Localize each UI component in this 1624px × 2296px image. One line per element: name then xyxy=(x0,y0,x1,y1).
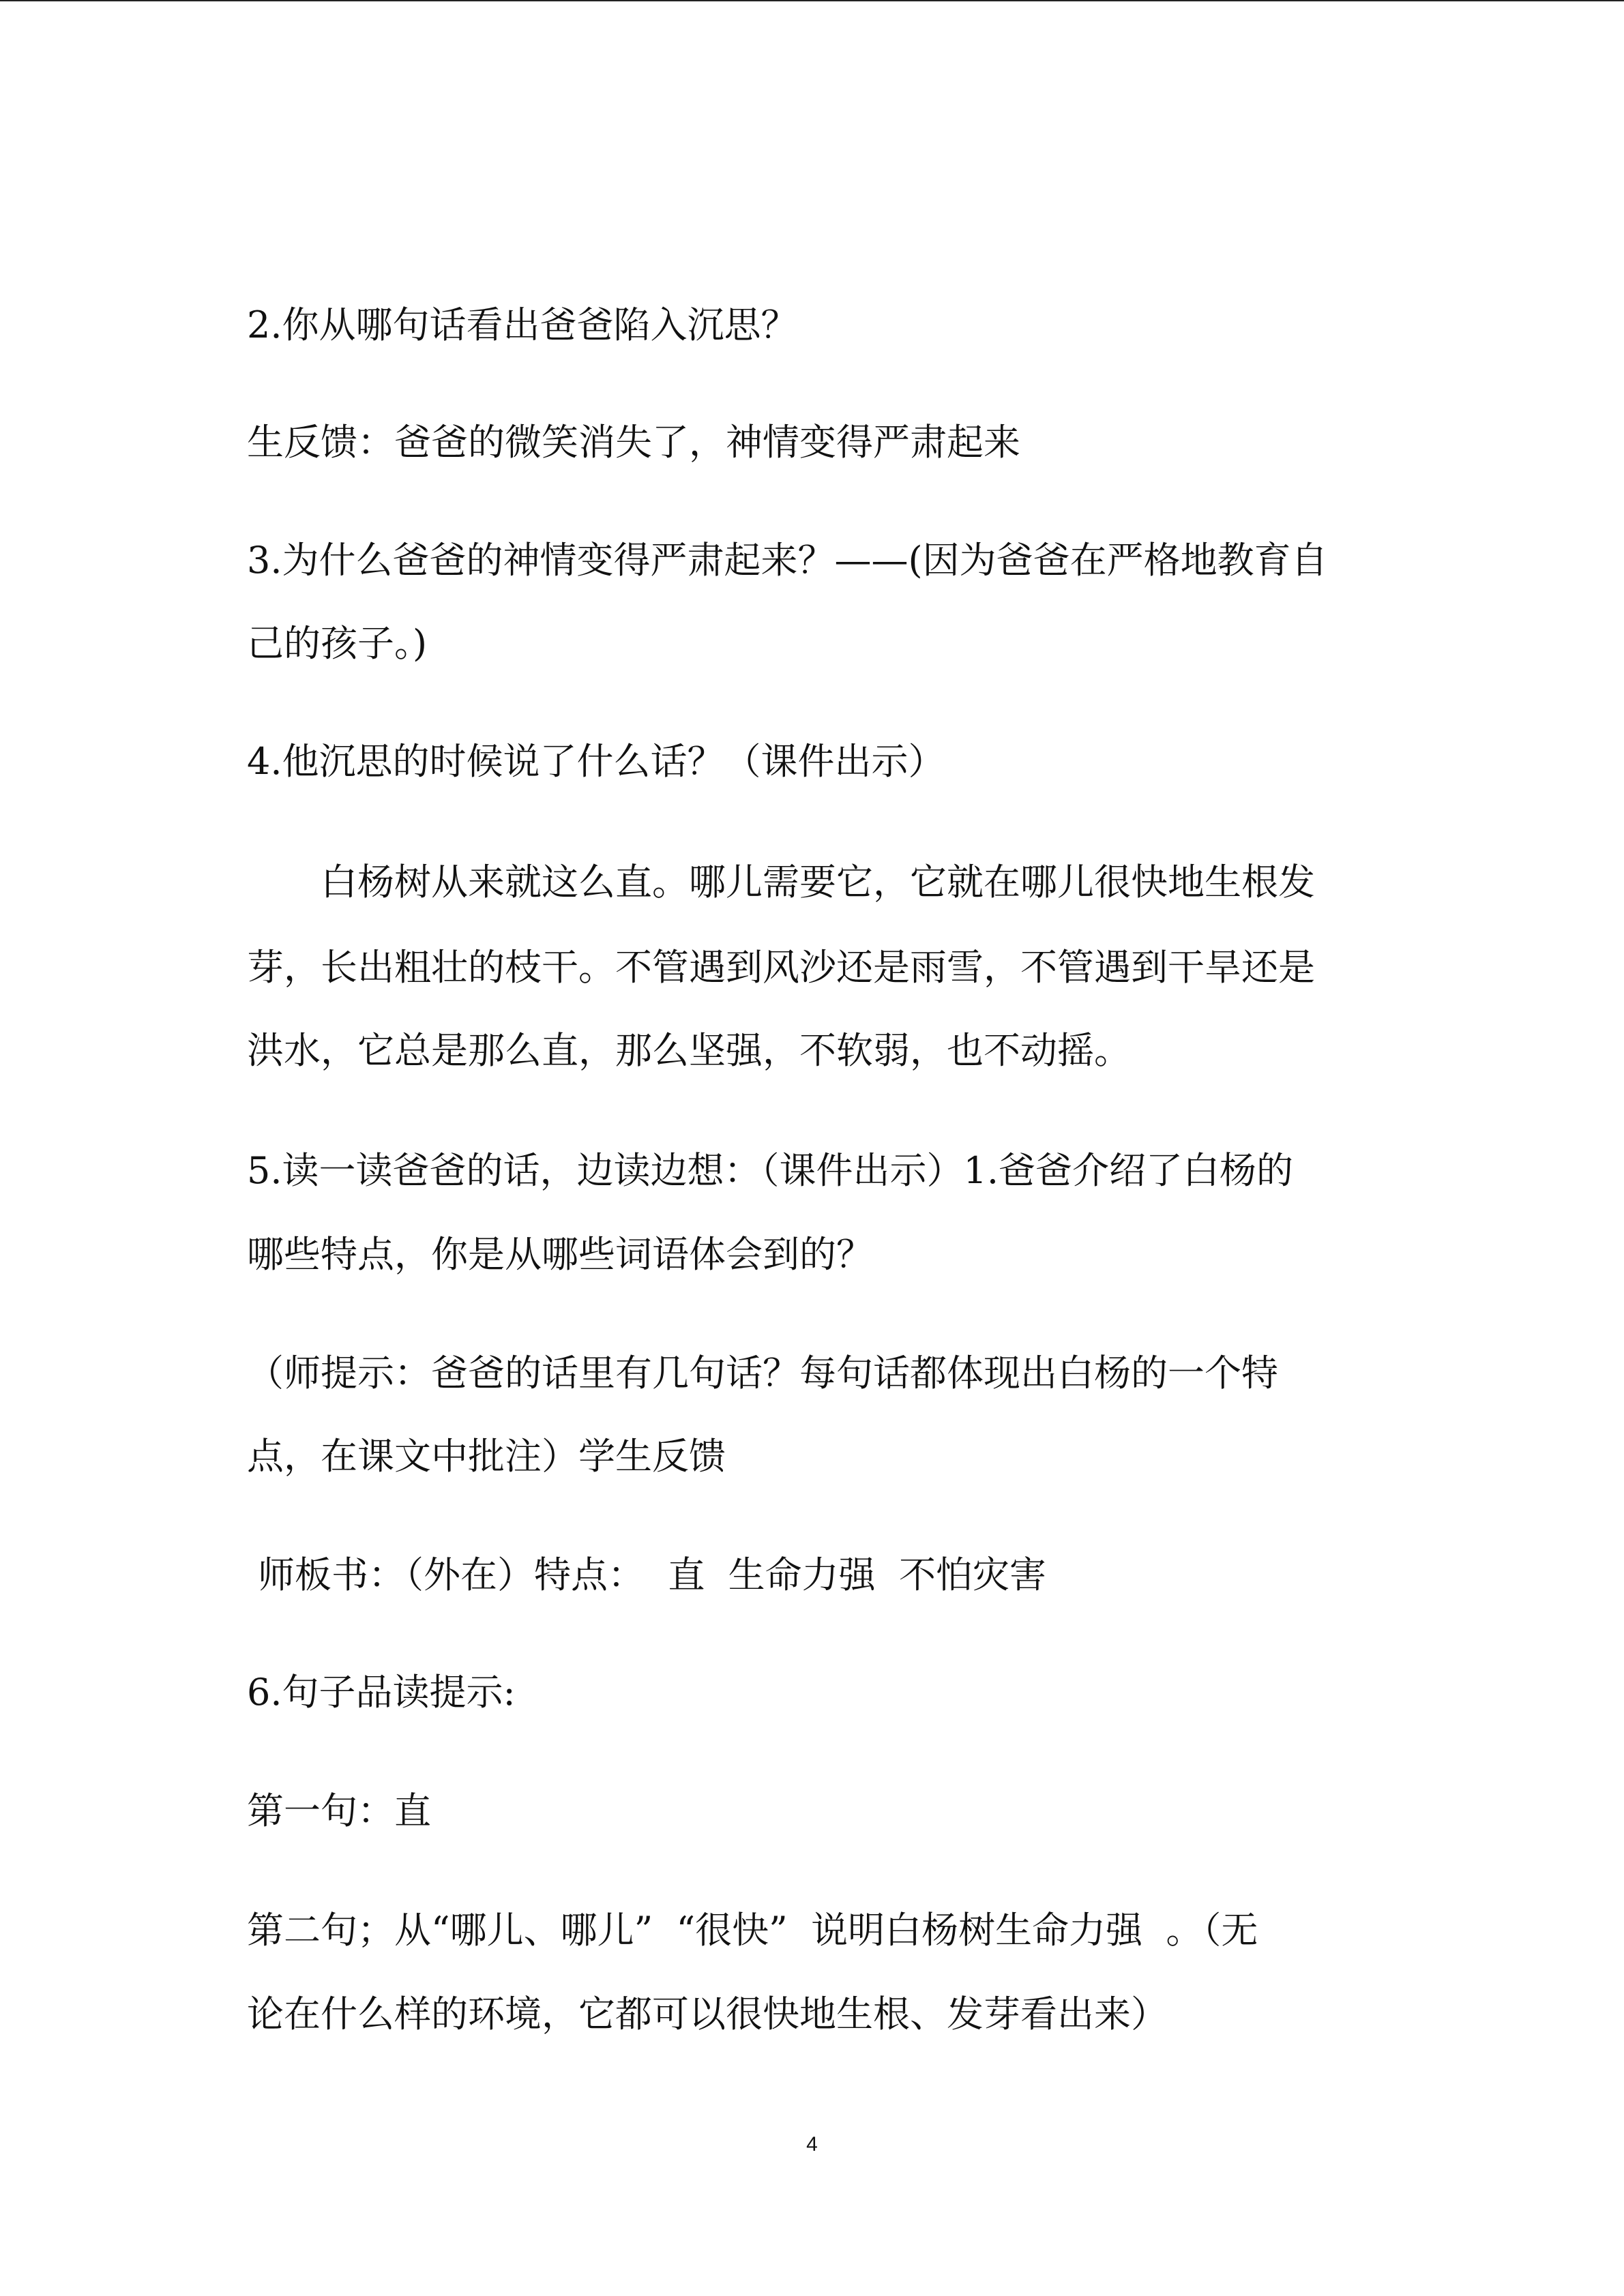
question-6: 6.句子品读提示: xyxy=(247,1671,516,1714)
page-top-edge xyxy=(0,0,1624,1)
student-feedback-line: 生反馈：爸爸的微笑消失了，神情变得严肃起来 xyxy=(247,421,1020,464)
sentence-1-note: 第一句：直 xyxy=(247,1789,431,1832)
quote-paragraph-line-2: 芽，长出粗壮的枝干。不管遇到风沙还是雨雪，不管遇到干旱还是 xyxy=(247,946,1315,989)
teacher-hint-line-1: （师提示：爸爸的话里有几句话？每句话都体现出白杨的一个特 xyxy=(247,1352,1278,1395)
question-3-line-2: 己的孩子。) xyxy=(247,622,428,665)
sentence-2-note-line-1: 第二句；从“哪儿、哪儿” “很快” 说明白杨树生命力强 。（无 xyxy=(247,1909,1258,1952)
quote-paragraph-line-1: 白杨树从来就这么直。哪儿需要它，它就在哪儿很快地生根发 xyxy=(321,861,1315,904)
page-number: 4 xyxy=(806,2133,818,2156)
question-2: 2.你从哪句话看出爸爸陷入沉思？ xyxy=(247,303,798,346)
blackboard-notes: 师板书：（外在）特点： 直 生命力强 不怕灾害 xyxy=(258,1553,1046,1596)
question-5-line-1: 5.读一读爸爸的话，边读边想：（课件出示）1.爸爸介绍了白杨的 xyxy=(247,1149,1294,1192)
teacher-hint-line-2: 点，在课文中批注）学生反馈 xyxy=(247,1435,726,1478)
sentence-2-note-line-2: 论在什么样的环境，它都可以很快地生根、发芽看出来） xyxy=(247,1993,1168,2036)
quote-paragraph-line-3: 洪水，它总是那么直，那么坚强，不软弱，也不动摇。 xyxy=(247,1029,1131,1072)
question-3-line-1: 3.为什么爸爸的神情变得严肃起来？——(因为爸爸在严格地教育自 xyxy=(247,539,1328,582)
question-4: 4.他沉思的时候说了什么话？（课件出示） xyxy=(247,740,945,783)
question-5-line-2: 哪些特点，你是从哪些词语体会到的？ xyxy=(247,1233,873,1276)
